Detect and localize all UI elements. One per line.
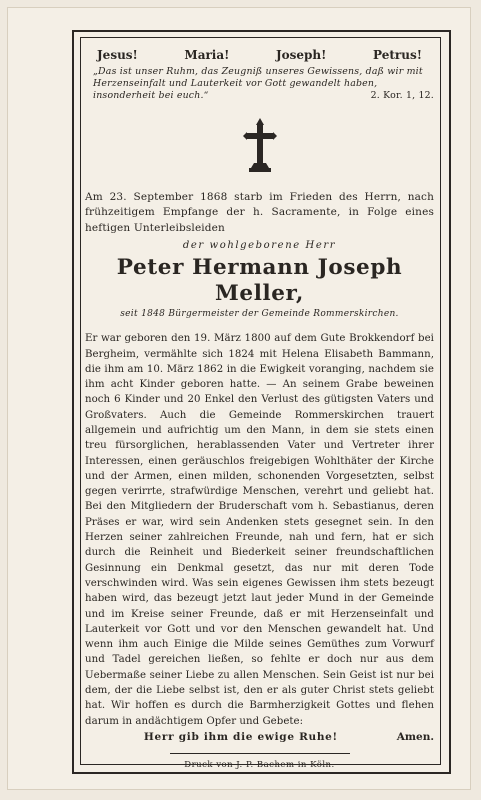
- quote-reference: 2. Kor. 1, 12.: [370, 90, 434, 101]
- name-joseph: Joseph!: [275, 48, 327, 62]
- card-content: [85, 42, 434, 770]
- name-petrus: Petrus!: [373, 48, 422, 62]
- quote-text: „Das ist unser Ruhm, das Zeugniß unseres Gewissens, daß wir mit Herzenseinfalt und Lauterkeit vor Gott gewandelt haben, insonderheit bei euch.“: [93, 66, 423, 101]
- death-announcement: Am 23. September 1868 starb im Frieden des Herrn, nach frühzeitigem Empfange der h. Sacramente, in Folge eines heftigen Unterleibsleiden: [85, 191, 434, 234]
- name-maria: Maria!: [184, 48, 230, 62]
- amen-text: Amen.: [396, 730, 434, 743]
- cross-emblem: [85, 118, 434, 176]
- printer-imprint: Druck von J. P. Bachem in Köln.: [184, 759, 335, 770]
- invocation-names: [85, 48, 434, 62]
- honorific: der wohlgeborene Herr: [182, 240, 337, 252]
- biography-text: Er war geboren den 19. März 1800 auf dem Gute Brokkendorf bei Bergheim, vermählte sich 1824 mit Helena Elisabeth Bammann, die ihm am 10. März 1862 in die Ewigkeit voranging, nachdem sie ihm acht Kinder geboren hatte. — An seinem Grabe beweinen noch 6 Kinder und 20 Enkel den Verlust des gütigsten Vaters und Großvaters. Auch die Gemeinde Rommerskirchen trauert allgemein und aufrichtig um den Mann, in dem sie stets einen treu fürsorglichen, herablassenden Vater und Vertreter ihrer Interessen, einen geräuschlos freigebigen Wohlthäter der Kirche und der Armen, einen milden, schonenden Vorgesetzten, selbst gegen verirrte, strafwürdige Menschen, verehrt und geliebt hat. Bei den Mitgliedern der Bruderschaft vom h. Sebastianus, deren Präses er war, wird sein Andenken stets gesegnet sein. In den Herzen seiner zahlreichen Freunde, nah und fern, hat er sich durch die Reinheit und Biederkeit seiner freundschaftlichen Gesinnung ein Denkmal gesetzt, das nur mit deren Tode verschwinden wird. Was sein eigenes Gewissen ihm stets bezeugt haben wird, das bezeugt jetzt laut jeder Mund in der Gemeinde und im Kreise seiner Freunde, daß er mit Herzenseinfalt und Lauterkeit vor Gott und vor den Menschen gewandelt hat. Und wenn ihm auch Einige die Milde seines Gemüthes zum Vorwurf und Tadel gereichen ließen, so fehlte er doch nur aus dem Uebermaße seiner Liebe zu allen Menschen. Sein Geist ist nur bei dem, der die Liebe selbst ist, den er als guter Christ stets geliebt hat. Wir hoffen es durch die Barmherzigkeit Gottes und flehen darum in andächtigem Opfer und Gebete:: [85, 333, 434, 727]
- cross-icon: [243, 118, 277, 174]
- divider: [170, 753, 350, 754]
- closing-prayer: [85, 730, 434, 745]
- deceased-name: Peter Hermann Joseph Meller,: [116, 255, 403, 307]
- prayer-line: Herr gib ihm die ewige Ruhe!: [143, 730, 338, 743]
- name-jesus: Jesus!: [97, 48, 138, 62]
- deceased-office: seit 1848 Bürgermeister der Gemeinde Rommerskirchen.: [120, 309, 399, 320]
- scripture-quote: [85, 66, 434, 102]
